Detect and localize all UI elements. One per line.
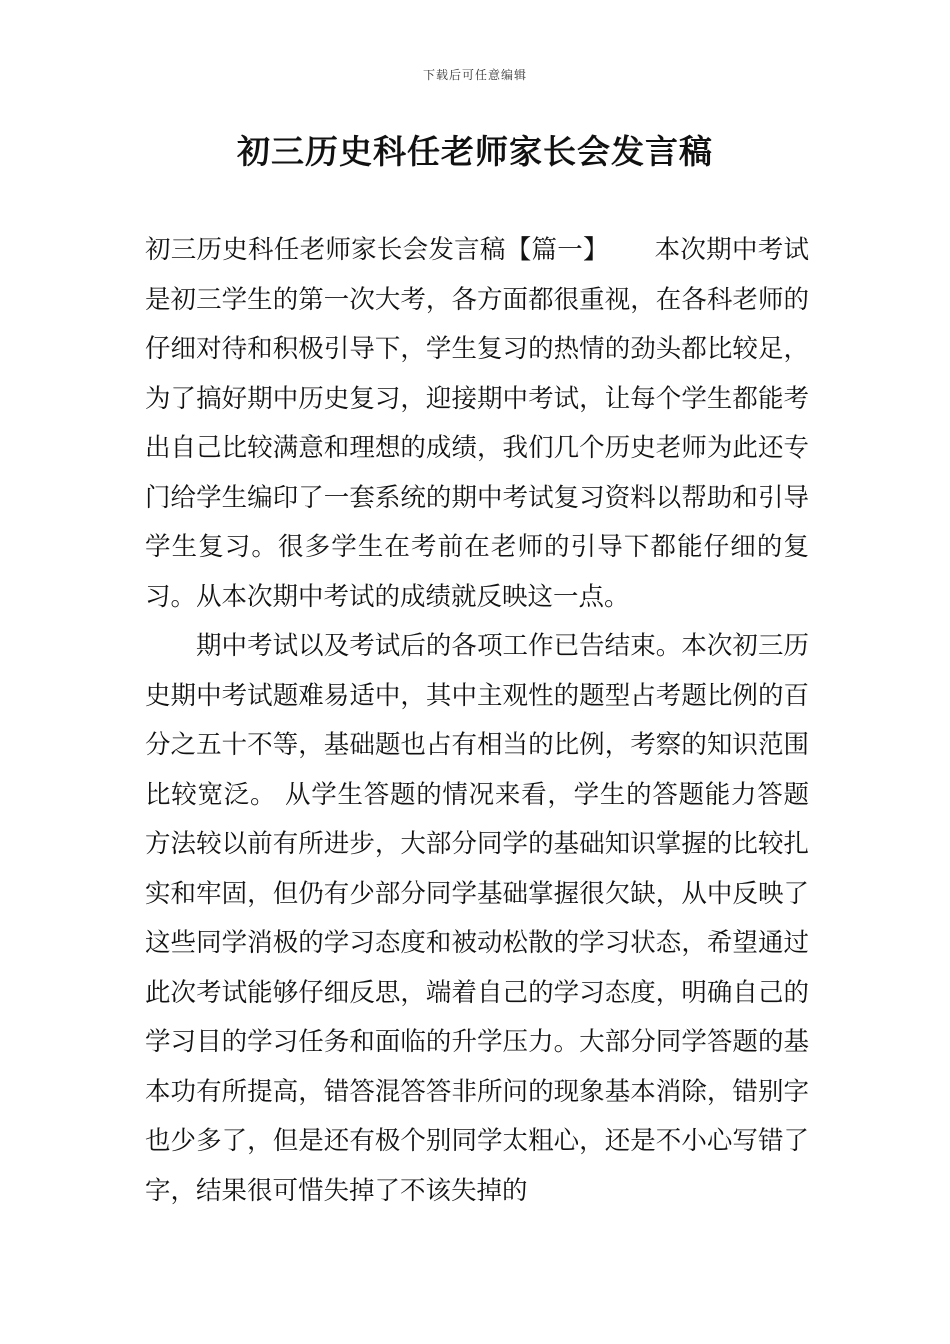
paragraph-2: 期中考试以及考试后的各项工作已告结束。本次初三历史期中考试题难易适中，其中主观性的题型占考题比例的百分之五十不等，基础题也占有相当的比例，考察的知识范围比较宽泛。 从学生答题的情况来看，学生的答题能力答题方法较以前有所进步，大部分同学的基础知识掌握的比较扎实和牢固，但仍有少部分同学基础掌握很欠缺，从中反映了这些同学消极的学习态度和被动松散的学习状态，希望通过此次考试能够仔细反思，端着自己的学习态度，明确自己的学习目的学习任务和面临的升学压力。大部分同学答题的基本功有所提高，错答混答答非所问的现象基本消除，错别字也少多了，但是还有极个别同学太粗心，还是不小心写错了字，结果很可惜失掉了不该失掉的 [145, 631, 809, 1206]
document-body [145, 226, 809, 1216]
paragraph-1 [145, 226, 809, 622]
document-title: 初三历史科任老师家长会发言稿 [237, 132, 713, 171]
section-heading: 初三历史科任老师家长会发言稿【篇一】 [145, 235, 609, 265]
paragraph-1-text: 本次期中考试是初三学生的第一次大考，各方面都很重视，在各科老师的仔细对待和积极引导下，学生复习的热情的劲头都比较足，为了搞好期中历史复习，迎接期中考试，让每个学生都能考出自己比较满意和理想的成绩，我们几个历史老师为此还专门给学生编印了一套系统的期中考试复习资料以帮助和引导学生复习。很多学生在考前在老师的引导下都能仔细的复习。从本次期中考试的成绩就反映这一点。 [145, 235, 809, 612]
header-note: 下载后可任意编辑 [422, 68, 527, 82]
